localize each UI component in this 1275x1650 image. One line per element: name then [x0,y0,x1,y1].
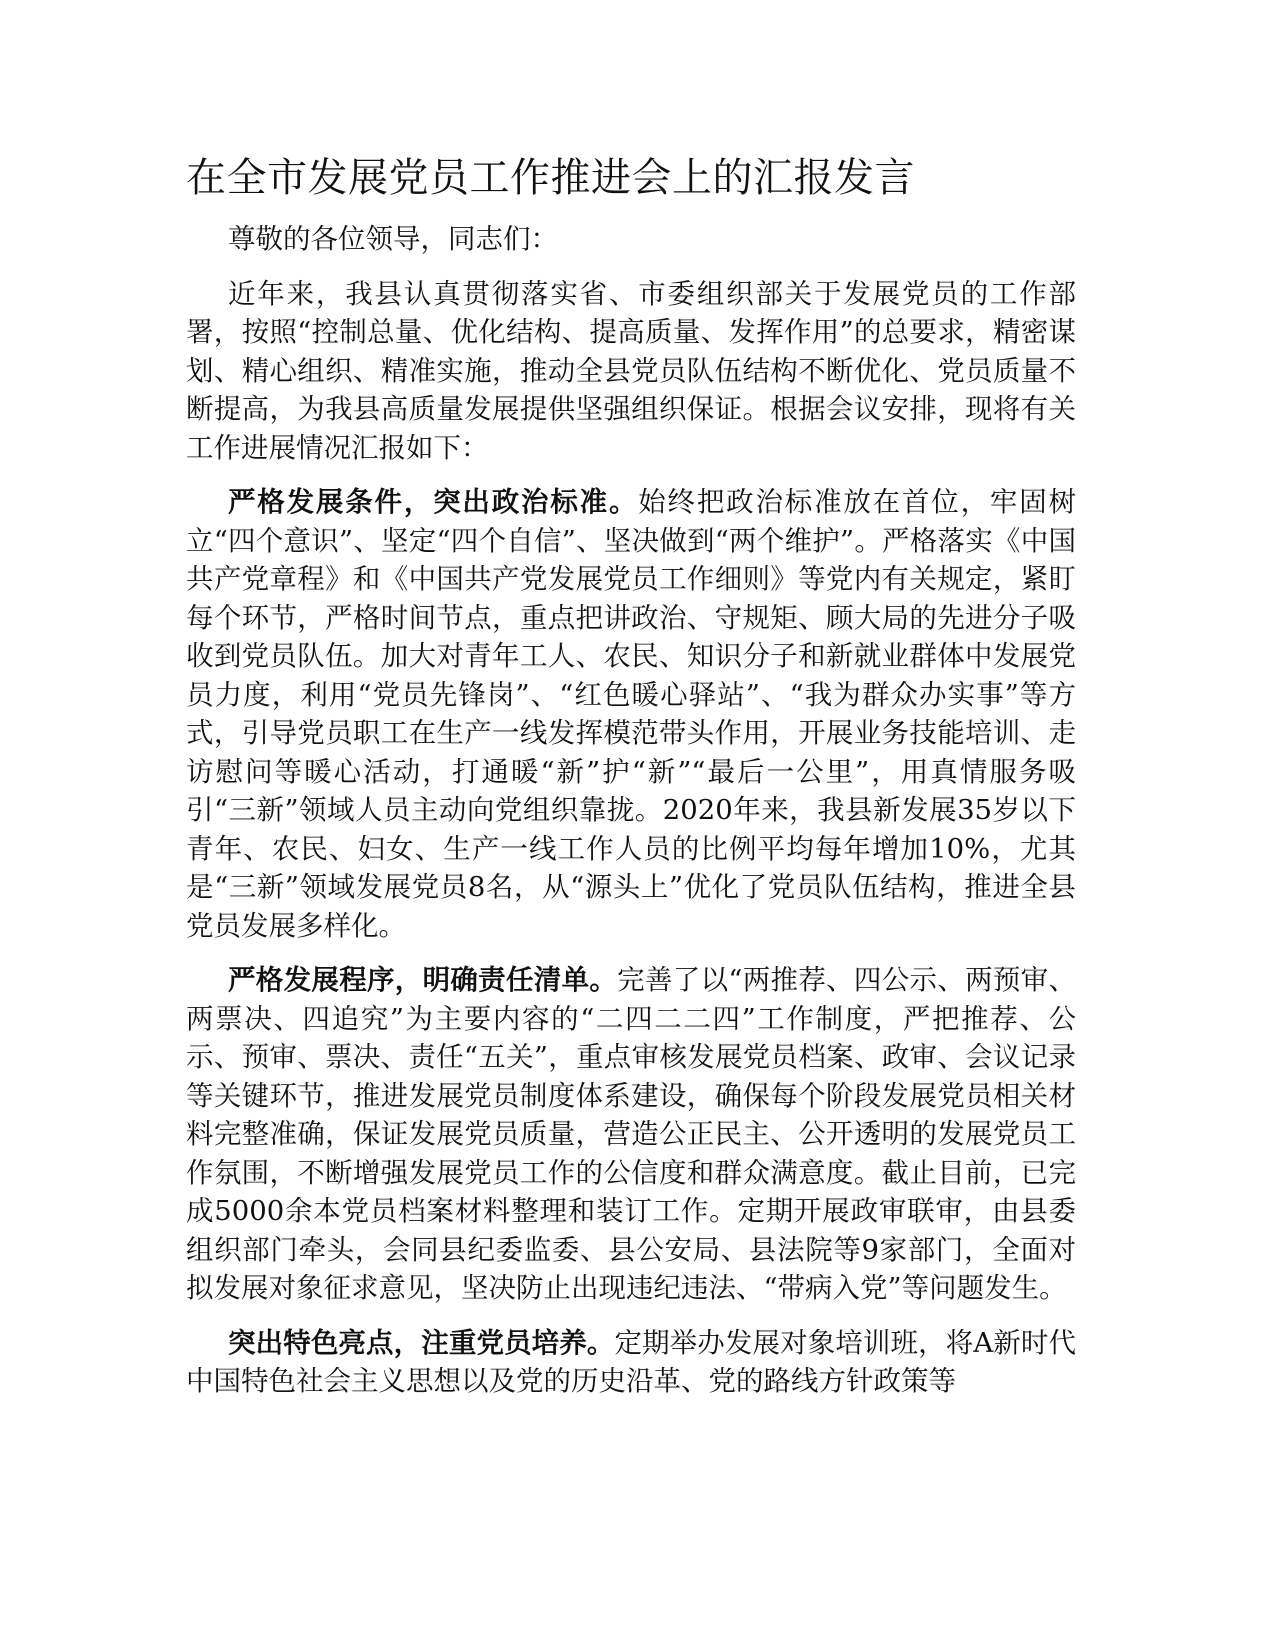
section-paragraph [186,1324,1076,1401]
section-heading: 严格发展程序，明确责任清单。 [228,964,618,996]
section-paragraph [186,961,1076,1308]
section-heading: 突出特色亮点，注重党员培养。 [228,1326,615,1359]
section-body: 始终把政治标准放在首位，牢固树立“四个意识”、坚定“四个自信”、坚决做到“两个维护”。严格落实《中国共产党章程》和《中国共产党发展党员工作细则》等党内有关规定，紧盯每个环节，严格时间节点，重点把讲政治、守规矩、顾大局的先进分子吸收到党员队伍。加大对青年工人、农民、知识分子和新就业群体中发展党员力度，利用“党员先锋岗”、“红色暖心驿站”、“我为群众办实事”等方式，引导党员职工在生产一线发挥模范带头作用，开展业务技能培训、走访慰问等暖心活动，打通暖“新”护“新”“最后一公里”，用真情服务吸引“三新”领域人员主动向党组织靠拢。2020年来，我县新发展35岁以下青年、农民、妇女、生产一线工作人员的比例平均每年增加10%，尤其是“三新”领域发展党员8名，从“源头上”优化了党员队伍结构，推进全县党员发展多样化。 [186,486,1076,942]
salutation: 尊敬的各位领导，同志们： [228,223,558,255]
section-body: 定期举办发展对象培训班，将A新时代中国特色社会主义思想以及党的历史沿革、党的路线方针政策等 [186,1326,1077,1397]
section-body: 完善了以“两推荐、四公示、两预审、两票决、四追究”为主要内容的“二四二二四”工作制度，严把推荐、公示、预审、票决、责任“五关”，重点审核发展党员档案、政审、会议记录等关键环节，推进发展党员制度体系建设，确保每个阶段发展党员相关材料完整准确，保证发展党员质量，营造公正民主、公开透明的发展党员工作氛围，不断增强发展党员工作的公信度和群众满意度。截止目前，已完成5000余本党员档案材料整理和装订工作。定期开展政审联审，由县委组织部门牵头，会同县纪委监委、县公安局、县法院等9家部门，全面对拟发展对象征求意见，坚决防止出现违纪违法、“带病入党”等问题发生。 [186,964,1076,1304]
intro-paragraph: 近年来，我县认真贯彻落实省、市委组织部关于发展党员的工作部署，按照“控制总量、优化结构、提高质量、发挥作用”的总要求，精密谋划、精心组织、精准实施，推动全县党员队伍结构不断优化、党员质量不断提高，为我县高质量发展提供坚强组织保证。根据会议安排，现将有关工作进展情况汇报如下： [186,277,1076,464]
document-page [186,148,1076,1417]
document-title: 在全市发展党员工作推进会上的汇报发言 [186,155,915,201]
section-heading: 严格发展条件，突出政治标准。 [228,486,639,518]
section-paragraph [186,483,1076,945]
